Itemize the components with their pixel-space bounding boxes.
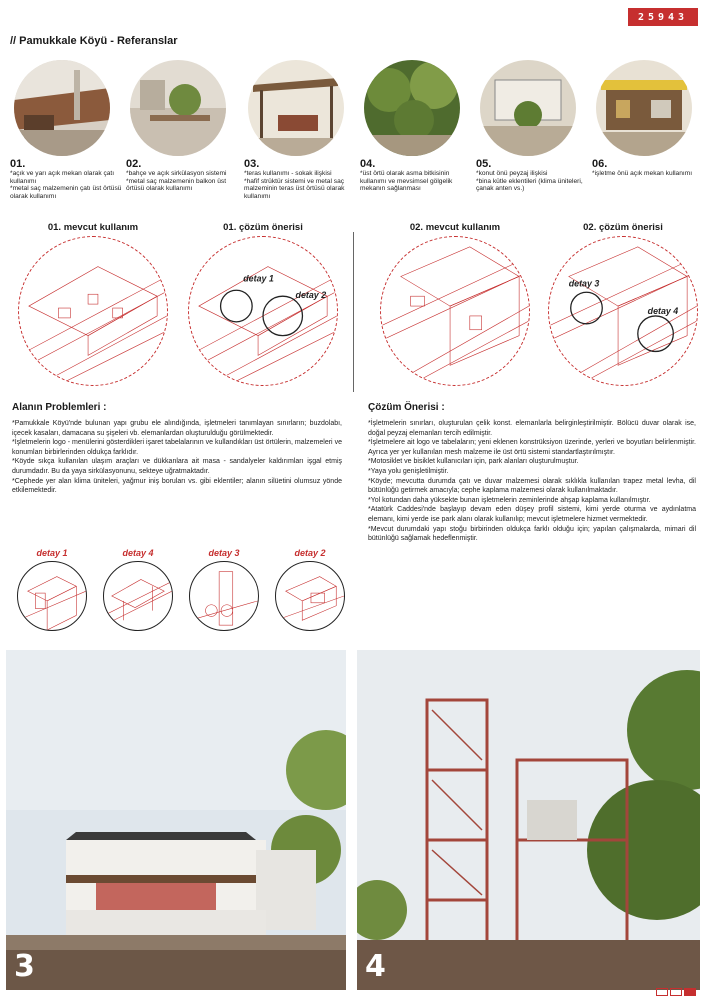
section-label-02-mevcut: 02. mevcut kullanım: [409, 222, 501, 233]
detail-label-2: detay 4: [122, 548, 154, 558]
reference-number: 02.: [126, 158, 142, 170]
reference-text: *işletme önü açık mekan kullanımı: [592, 170, 693, 177]
reference-text: *teras kullanımı - sokak ilişkisi *hafif strüktür sistemi ve metal saç malzeminin teras üst örtüsü olarak kullanımı: [244, 170, 345, 200]
reference-photo-6: [596, 60, 692, 156]
reference-photo-2: [130, 60, 226, 156]
reference-text: *üst örtü olarak asma bitkisinin kullanımı ve mevsimsel gölgelik mekanın sağlanması: [360, 170, 453, 193]
detay-4-label: detay 4: [647, 305, 679, 316]
reference-text: *konut önü peyzaj ilişkisi *bina kütle eklentileri (klima üniteleri, çanak anten vs.): [476, 170, 583, 193]
detail-label-3: detay 3: [208, 548, 240, 558]
detail-label-1: detay 1: [36, 548, 68, 558]
reference-number: 03.: [244, 158, 260, 170]
diagram-02-cozum: [548, 236, 698, 386]
section-label-02-cozum: 02. çözüm önerisi: [583, 222, 663, 233]
reference-photo-1: [14, 60, 110, 156]
solution-section: [368, 402, 696, 544]
reference-text: *açık ve yarı açık mekan olarak çatı kullanımı *metal saç malzemenin çatı üst örtüsü olarak kullanımı: [10, 170, 122, 200]
solution-heading: Çözüm Önerisi :: [368, 402, 445, 413]
reference-photo-4: [364, 60, 460, 156]
reference-number: 04.: [360, 158, 376, 170]
section-label-01-mevcut: 01. mevcut kullanım: [47, 222, 139, 233]
reference-item-6: [592, 60, 704, 178]
detay-1-label: detay 1: [243, 273, 274, 284]
reference-number: 01.: [10, 158, 26, 170]
reference-item-1: [10, 60, 122, 200]
page-indicator-item-active: [684, 988, 696, 996]
diagram-01-mevcut: [18, 236, 168, 386]
reference-item-5: [476, 60, 588, 193]
diagram-01-cozum: [188, 236, 338, 386]
reference-photo-5: [480, 60, 576, 156]
detay-2-label: detay 2: [295, 290, 327, 301]
reference-item-3: [244, 60, 356, 200]
detail-circle-2: [103, 561, 173, 631]
problems-text: *Pamukkale Köyü'nde bulunan yapı grubu ele alındığında, işletmeleri tanımlayan sınırların; buzdolabı, içecek kasaları, damacana su şişeleri vb. elemanlardan oluşturulduğu görülmektedir. *İşletmelerin logo - menülerini gösterdikleri işaret tabelalarının ve kullandıkları üst örtülerin, malzemeleri ve konumları birbirlerinden oldukça farklıdır. *Köyde sıkça kullanılan ulaşım araçları ve dükkanlara ait masa - sandalyeler kaldırımları işgal etmiş durumdadır. Bu da yaya sirkülasyonunu, sekteye uğratmaktadır. *Cephede yer alan klima üniteleri, yağmur iniş boruları vs. gibi eklentiler; alanın silüetini olumsuz yönde etkilemektedir.: [12, 420, 342, 495]
reference-number: 05.: [476, 158, 492, 170]
render-number-3: 3: [14, 949, 35, 984]
page-indicator-item: [656, 988, 668, 996]
reference-number: 06.: [592, 158, 608, 170]
render-number-4: 4: [365, 949, 386, 984]
detail-circle-1: [17, 561, 87, 631]
diagram-02-mevcut: [380, 236, 530, 386]
detail-circle-3: [189, 561, 259, 631]
page-indicator: [656, 988, 696, 996]
reference-item-2: [126, 60, 238, 193]
detay-3-label: detay 3: [568, 278, 600, 289]
section-label-01-cozum: 01. çözüm önerisi: [223, 222, 303, 233]
solution-text: *İşletmelerin sınırları, oluşturulan çelik konst. elemanlarla belirginleştirilmiştir. Bölücü duvar olarak ise, doğal peyzaj elemanları tercih edilmiştir. *İşletmelere ait logo ve tabelaların; yeni eklenen konstrüksiyon üzerinde, yerleri ve boyutları belirlenmiştir. Ayrıca yer yer kullanılan mesh malzeme ile üst örtü sistemi standartlaştırılmıştır. *Motosiklet ve bisiklet kullanıcıları için, park alanları oluşturulmuştur. *Yaya yolu genişletilmiştir. *Köyde; mevcutta durumda çatı ve duvar malzemesi olarak sıklıkla kullanılan trapez metal levha, dil bütünlüğü getirmek amacıyla; cephe kaplama malzemesi olarak kullanılmaktadır. *Yol kotundan daha yüksekte bunan işletmelerin zeminlerinde ahşap kaplama kullanılmıştır. *Atatürk Caddesi'nde başlayıp devam eden düşey profil sistemi, kimi yerde oturma ve aydınlatma elemanı, kimi yerde ise park alanı olarak kullanılıp; mevcut işletmelere hizmet vermektedir. *Mevcut durumdaki yapı stoğu birbirinden oldukça farklı olduğu için; yapılan çalışmalarda, mimari dil bütünlüğü sağlamak hedeflenmiştir.: [368, 420, 696, 543]
render-image-4: [357, 650, 700, 990]
project-number-badge: 25943: [628, 8, 698, 26]
page-title: // Pamukkale Köyü - Referanslar: [10, 35, 178, 47]
page-indicator-item: [670, 988, 682, 996]
problems-section: [12, 402, 342, 496]
reference-text: *bahçe ve açık sirkülasyon sistemi *metal saç malzemenin balkon üst örtüsü olarak kullanımı: [126, 170, 227, 193]
detail-circle-4: [275, 561, 345, 631]
reference-item-4: [360, 60, 472, 193]
detail-label-4: detay 2: [294, 548, 326, 558]
section-divider: [353, 232, 354, 392]
problems-heading: Alanın Problemleri :: [12, 402, 107, 413]
render-image-3: [6, 650, 346, 990]
reference-photo-3: [248, 60, 344, 156]
